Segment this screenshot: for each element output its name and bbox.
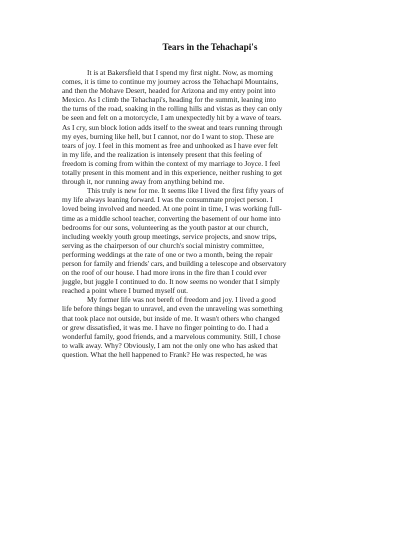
text-line: including weekly youth group meetings, service projects, and snow trips,	[62, 231, 277, 241]
text-line: My former life was not bereft of freedom and joy. I lived a good	[87, 295, 276, 305]
text-line: comes, it is time to continue my journey across the Tehachapi Mountains,	[62, 77, 279, 87]
text-line: tears of joy. I feel in this moment as free and unhooked as I have ever felt	[62, 140, 278, 150]
text-line: juggle, but juggle I continued to do. It now seems no wonder that I simply	[62, 277, 280, 287]
text-line: person for family and friends' cars, and building a telescope and observatory	[62, 258, 287, 268]
text-line: and then the Mohave Desert, headed for Arizona and my entry point into	[62, 86, 276, 96]
text-line: or grew dissatisfied, it was me. I have no finger pointing to do. I had a	[62, 322, 269, 332]
document-title: Tears in the Tehachapi's	[162, 42, 258, 52]
text-line: This truly is new for me. It seems like I lived the first fifty years of	[87, 186, 284, 196]
paragraph-1	[62, 68, 392, 186]
paragraph-3	[62, 295, 392, 359]
text-line: totally present in this moment and in this experience, neither rushing to get	[62, 168, 283, 178]
text-line: loved being involved and needed. At one point in time, I was working full-	[62, 204, 282, 214]
text-line: wonderful family, good friends, and a marvelous community. Still, I chose	[62, 331, 281, 341]
text-line: that took place not outside, but inside of me. It wasn't others who changed	[62, 313, 280, 323]
text-line: time as a middle school teacher, converting the basement of our home into	[62, 213, 281, 223]
paragraph-2	[62, 186, 392, 295]
text-line: serving as the chairperson of our church's social ministry committee,	[62, 240, 264, 250]
text-line: performing weddings at the rate of one or two a month, being the repair	[62, 249, 273, 259]
text-line: through it, nor running away from anything behind me.	[62, 177, 225, 187]
text-line: the turns of the road, soaking in the rolling hills and vistas as they can only	[62, 104, 283, 114]
text-line: It is at Bakersfield that I spend my first night. Now, as morning	[87, 68, 273, 77]
text-line: bedrooms for our sons, volunteering as the youth pastor at our church,	[62, 222, 269, 232]
text-line: life before things began to unravel, and even the unraveling was something	[62, 304, 283, 314]
document-body	[62, 68, 392, 359]
text-line: Mexico. As I climb the Tehachapi's, heading for the summit, leaning into	[62, 95, 277, 105]
text-line: my life always leaning forward. I was the consummate project person. I	[62, 195, 273, 205]
text-line: on the roof of our house. I had more irons in the fire than I could ever	[62, 268, 267, 278]
text-line: be seen and felt on a motorcycle, I am unexpectedly hit by a wave of tears.	[62, 113, 282, 123]
text-line: my eyes, burning like hell, but I cannot, nor do I want to stop. These are	[62, 131, 274, 141]
text-line: to walk away. Why? Obviously, I am not the only one who has asked that	[62, 340, 278, 350]
text-line: As I cry, sun block lotion adds itself to the sweat and tears running through	[62, 122, 283, 132]
text-line: reached a point where I burned myself out.	[62, 286, 189, 296]
text-line: question. What the hell happened to Frank? He was respected, he was	[62, 349, 267, 359]
text-line: freedom is coming from within the context of my marriage to Joyce. I feel	[62, 158, 281, 168]
text-line: in my life, and the realization is intensely present that this feeling of	[62, 149, 263, 159]
